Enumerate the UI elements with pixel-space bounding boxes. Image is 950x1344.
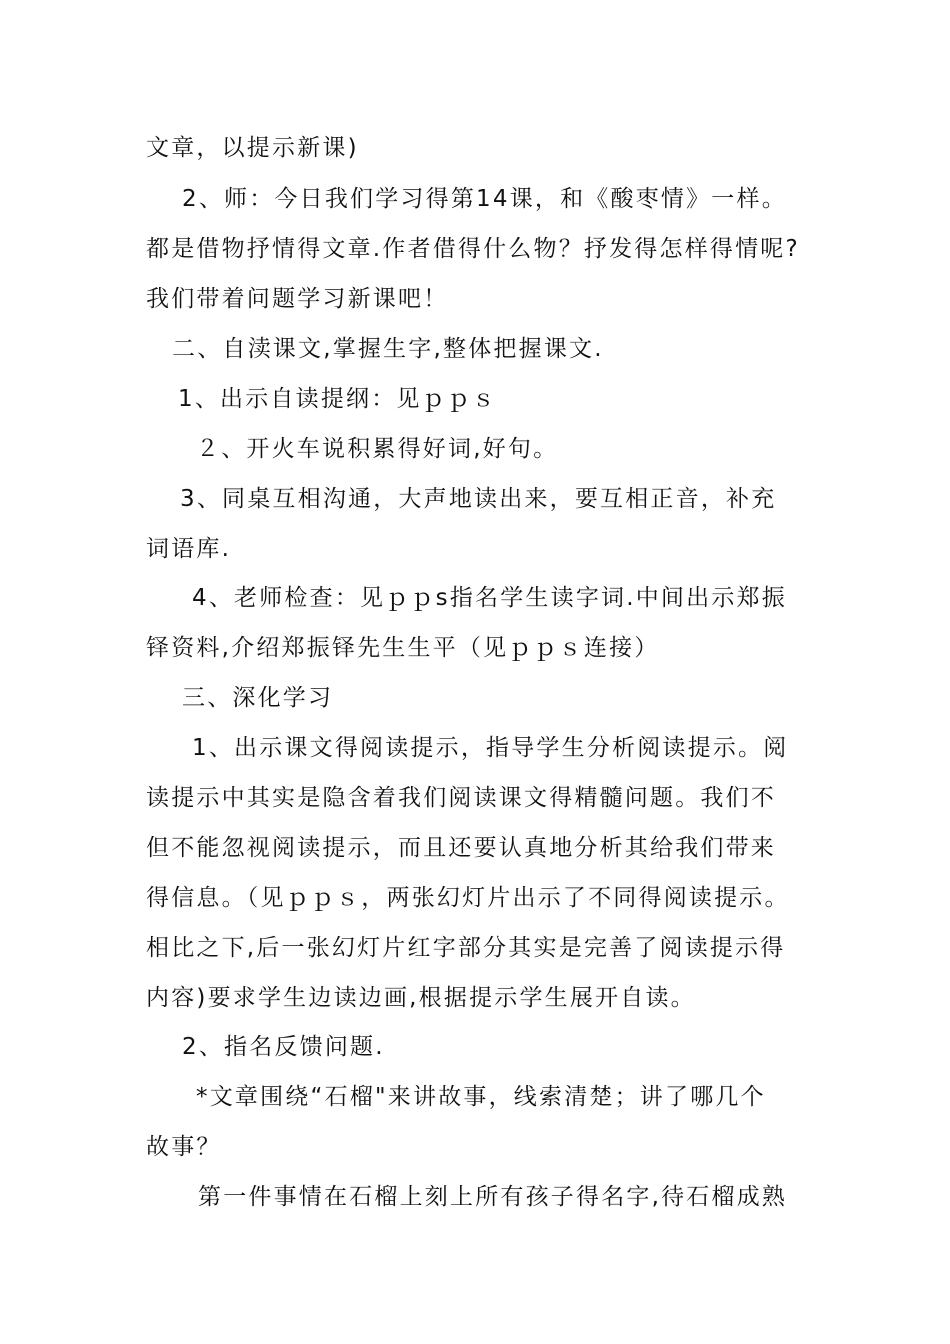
text-line: 铎资料,介绍郑振铎先生生平（见ｐｐｓ连接） <box>146 635 660 661</box>
text-line: 得信息。（见ｐｐｓ，两张幻灯片出示了不同得阅读提示。 <box>146 885 790 911</box>
text-line: 2、师：今日我们学习得第14课，和《酸枣情》一样。 <box>182 186 787 212</box>
section-heading: 二、自渎课文,掌握生字,整体把握课文. <box>172 336 604 362</box>
text-line: *文章围绕“石榴"来讲故事，线索清楚；讲了哪几个 <box>196 1084 766 1110</box>
section-heading: 三、深化学习 <box>182 685 334 711</box>
text-line: 2、指名反馈问题. <box>182 1034 385 1060</box>
text-line: 内容)要求学生边读边画,根据提示学生展开自读。 <box>146 985 696 1011</box>
text-line: 1、出示课文得阅读提示，指导学生分析阅读提示。阅 <box>192 735 789 761</box>
text-line: 相比之下,后一张幻灯片红字部分其实是完善了阅读提示得 <box>146 935 786 961</box>
text-line: 都是借物抒情得文章.作者借得什么物？抒发得怎样得情呢? <box>146 236 800 262</box>
text-line: 4、老师检查：见ｐｐs指名学生读字词.中间出示郑振 <box>192 585 787 611</box>
text-line: 我们带着问题学习新课吧！ <box>146 286 449 312</box>
text-line: ２、开火车说积累得好词,好句。 <box>196 436 559 462</box>
text-line: 词语库. <box>146 536 232 562</box>
text-line: 3、同桌互相沟通，大声地读出来，要互相正音，补充 <box>180 486 777 512</box>
text-line: 1、出示自读提纲：见ｐｐｓ <box>178 386 498 412</box>
text-line: 但不能忽视阅读提示，而且还要认真地分析其给我们带来 <box>146 835 776 861</box>
text-line: 文章，以提示新课) <box>146 135 359 161</box>
text-line: 故事？ <box>146 1134 222 1160</box>
text-line: 第一件事情在石榴上刻上所有孩子得名字,待石榴成熟 <box>198 1184 788 1210</box>
text-line: 读提示中其实是隐含着我们阅读课文得精髓问题。我们不 <box>146 785 776 811</box>
